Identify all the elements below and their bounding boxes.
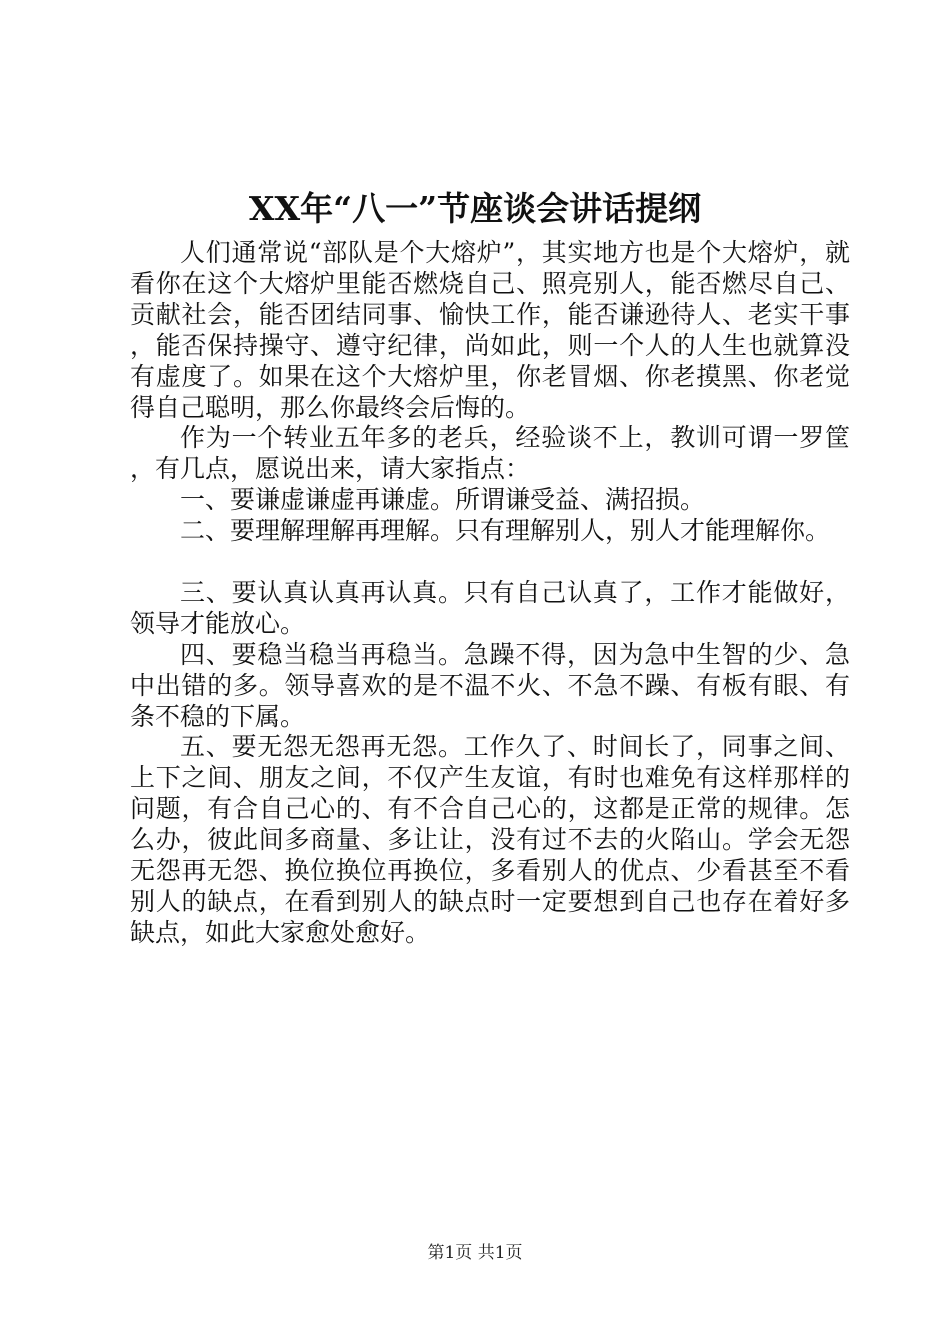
page-number-footer: 第1页 共1页	[427, 1243, 523, 1263]
document-body	[130, 238, 850, 949]
document-title: XX年“八一”节座谈会讲话提纲	[248, 189, 702, 228]
paragraph-point-5: 五、要无怨无怨再无怨。工作久了、时间长了，同事之间、上下之间、朋友之间，不仅产生友谊，有时也难免有这样那样的问题，有合自己心的、有不合自己心的，这都是正常的规律。怎么办，彼此间多商量、多让让，没有过不去的火陷山。学会无怨无怨再无怨、换位换位再换位，多看别人的优点、少看甚至不看别人的缺点，在看到别人的缺点时一定要想到自己也存在着好多缺点，如此大家愈处愈好。	[130, 732, 850, 947]
paragraph-point-1: 一、要谦虚谦虚再谦虚。所谓谦受益、满招损。	[180, 485, 706, 515]
paragraph-preface: 作为一个转业五年多的老兵，经验谈不上，教训可谓一罗筐，有几点，愿说出来，请大家指点：	[130, 423, 850, 484]
paragraph-point-2: 二、要理解理解再理解。只有理解别人，别人才能理解你。	[180, 516, 831, 546]
blank-line	[130, 547, 850, 578]
paragraph-point-4: 四、要稳当稳当再稳当。急躁不得，因为急中生智的少、急中出错的多。领导喜欢的是不温不火、不急不躁、有板有眼、有条不稳的下属。	[130, 639, 850, 731]
paragraph-point-3: 三、要认真认真再认真。只有自己认真了，工作才能做好，领导才能放心。	[130, 577, 850, 638]
paragraph-intro: 人们通常说“部队是个大熔炉”，其实地方也是个大熔炉，就看你在这个大熔炉里能否燃烧自己、照亮别人，能否燃尽自己、贡献社会，能否团结同事、愉快工作，能否谦逊待人、老实干事，能否保持操守、遵守纪律，尚如此，则一个人的人生也就算没有虚度了。如果在这个大熔炉里，你老冒烟、你老摸黑、你老觉得自己聪明，那么你最终会后悔的。	[130, 238, 850, 422]
